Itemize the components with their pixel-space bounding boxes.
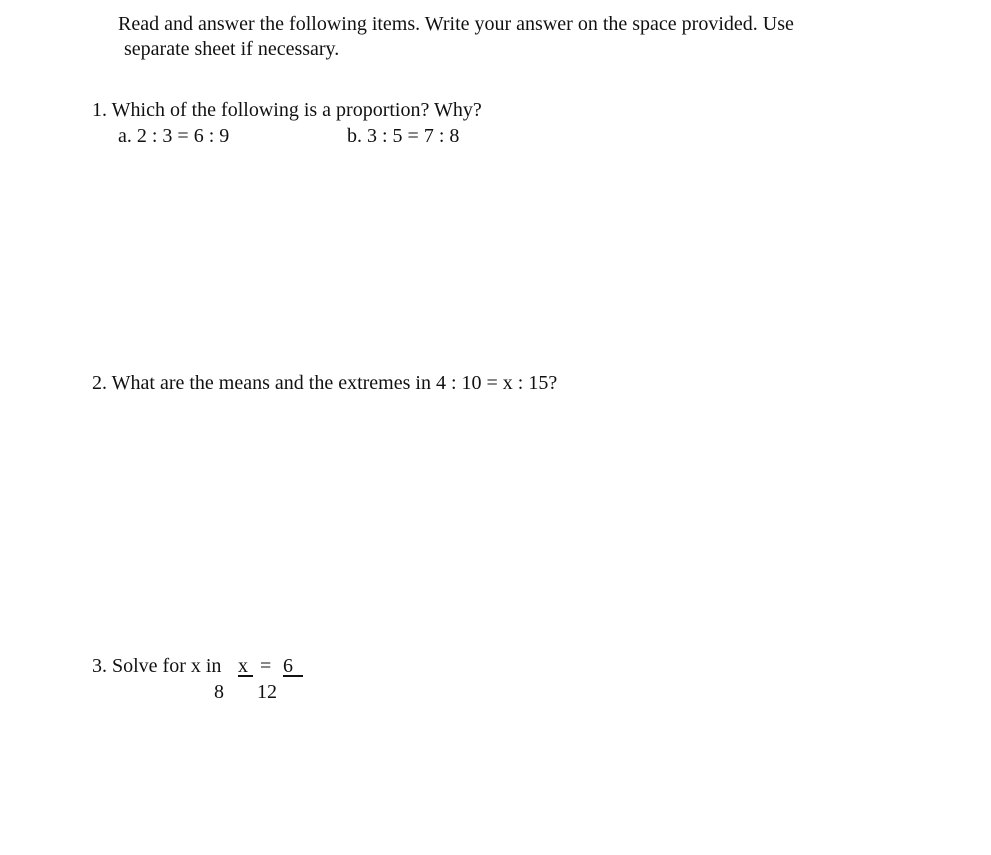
instructions-line-2: separate sheet if necessary. [124, 38, 340, 60]
question-1: 1. Which of the following is a proportion? Why? [92, 99, 482, 121]
instructions-line-1: Read and answer the following items. Write your answer on the space provided. Use [118, 13, 794, 35]
question-3-prefix: 3. Solve for x in [92, 655, 222, 677]
fraction-left-numerator: x [238, 655, 248, 677]
fraction-right-denominator: 12 [257, 681, 277, 703]
fraction-left-denominator: 8 [214, 681, 224, 703]
question-1-option-a: a. 2 : 3 = 6 : 9 [118, 125, 230, 147]
question-2: 2. What are the means and the extremes in 4 : 10 = x : 15? [92, 372, 558, 394]
question-1-option-b: b. 3 : 5 = 7 : 8 [347, 125, 460, 147]
fraction-right-numerator: 6 [283, 655, 293, 677]
equals-sign: = [260, 655, 272, 677]
